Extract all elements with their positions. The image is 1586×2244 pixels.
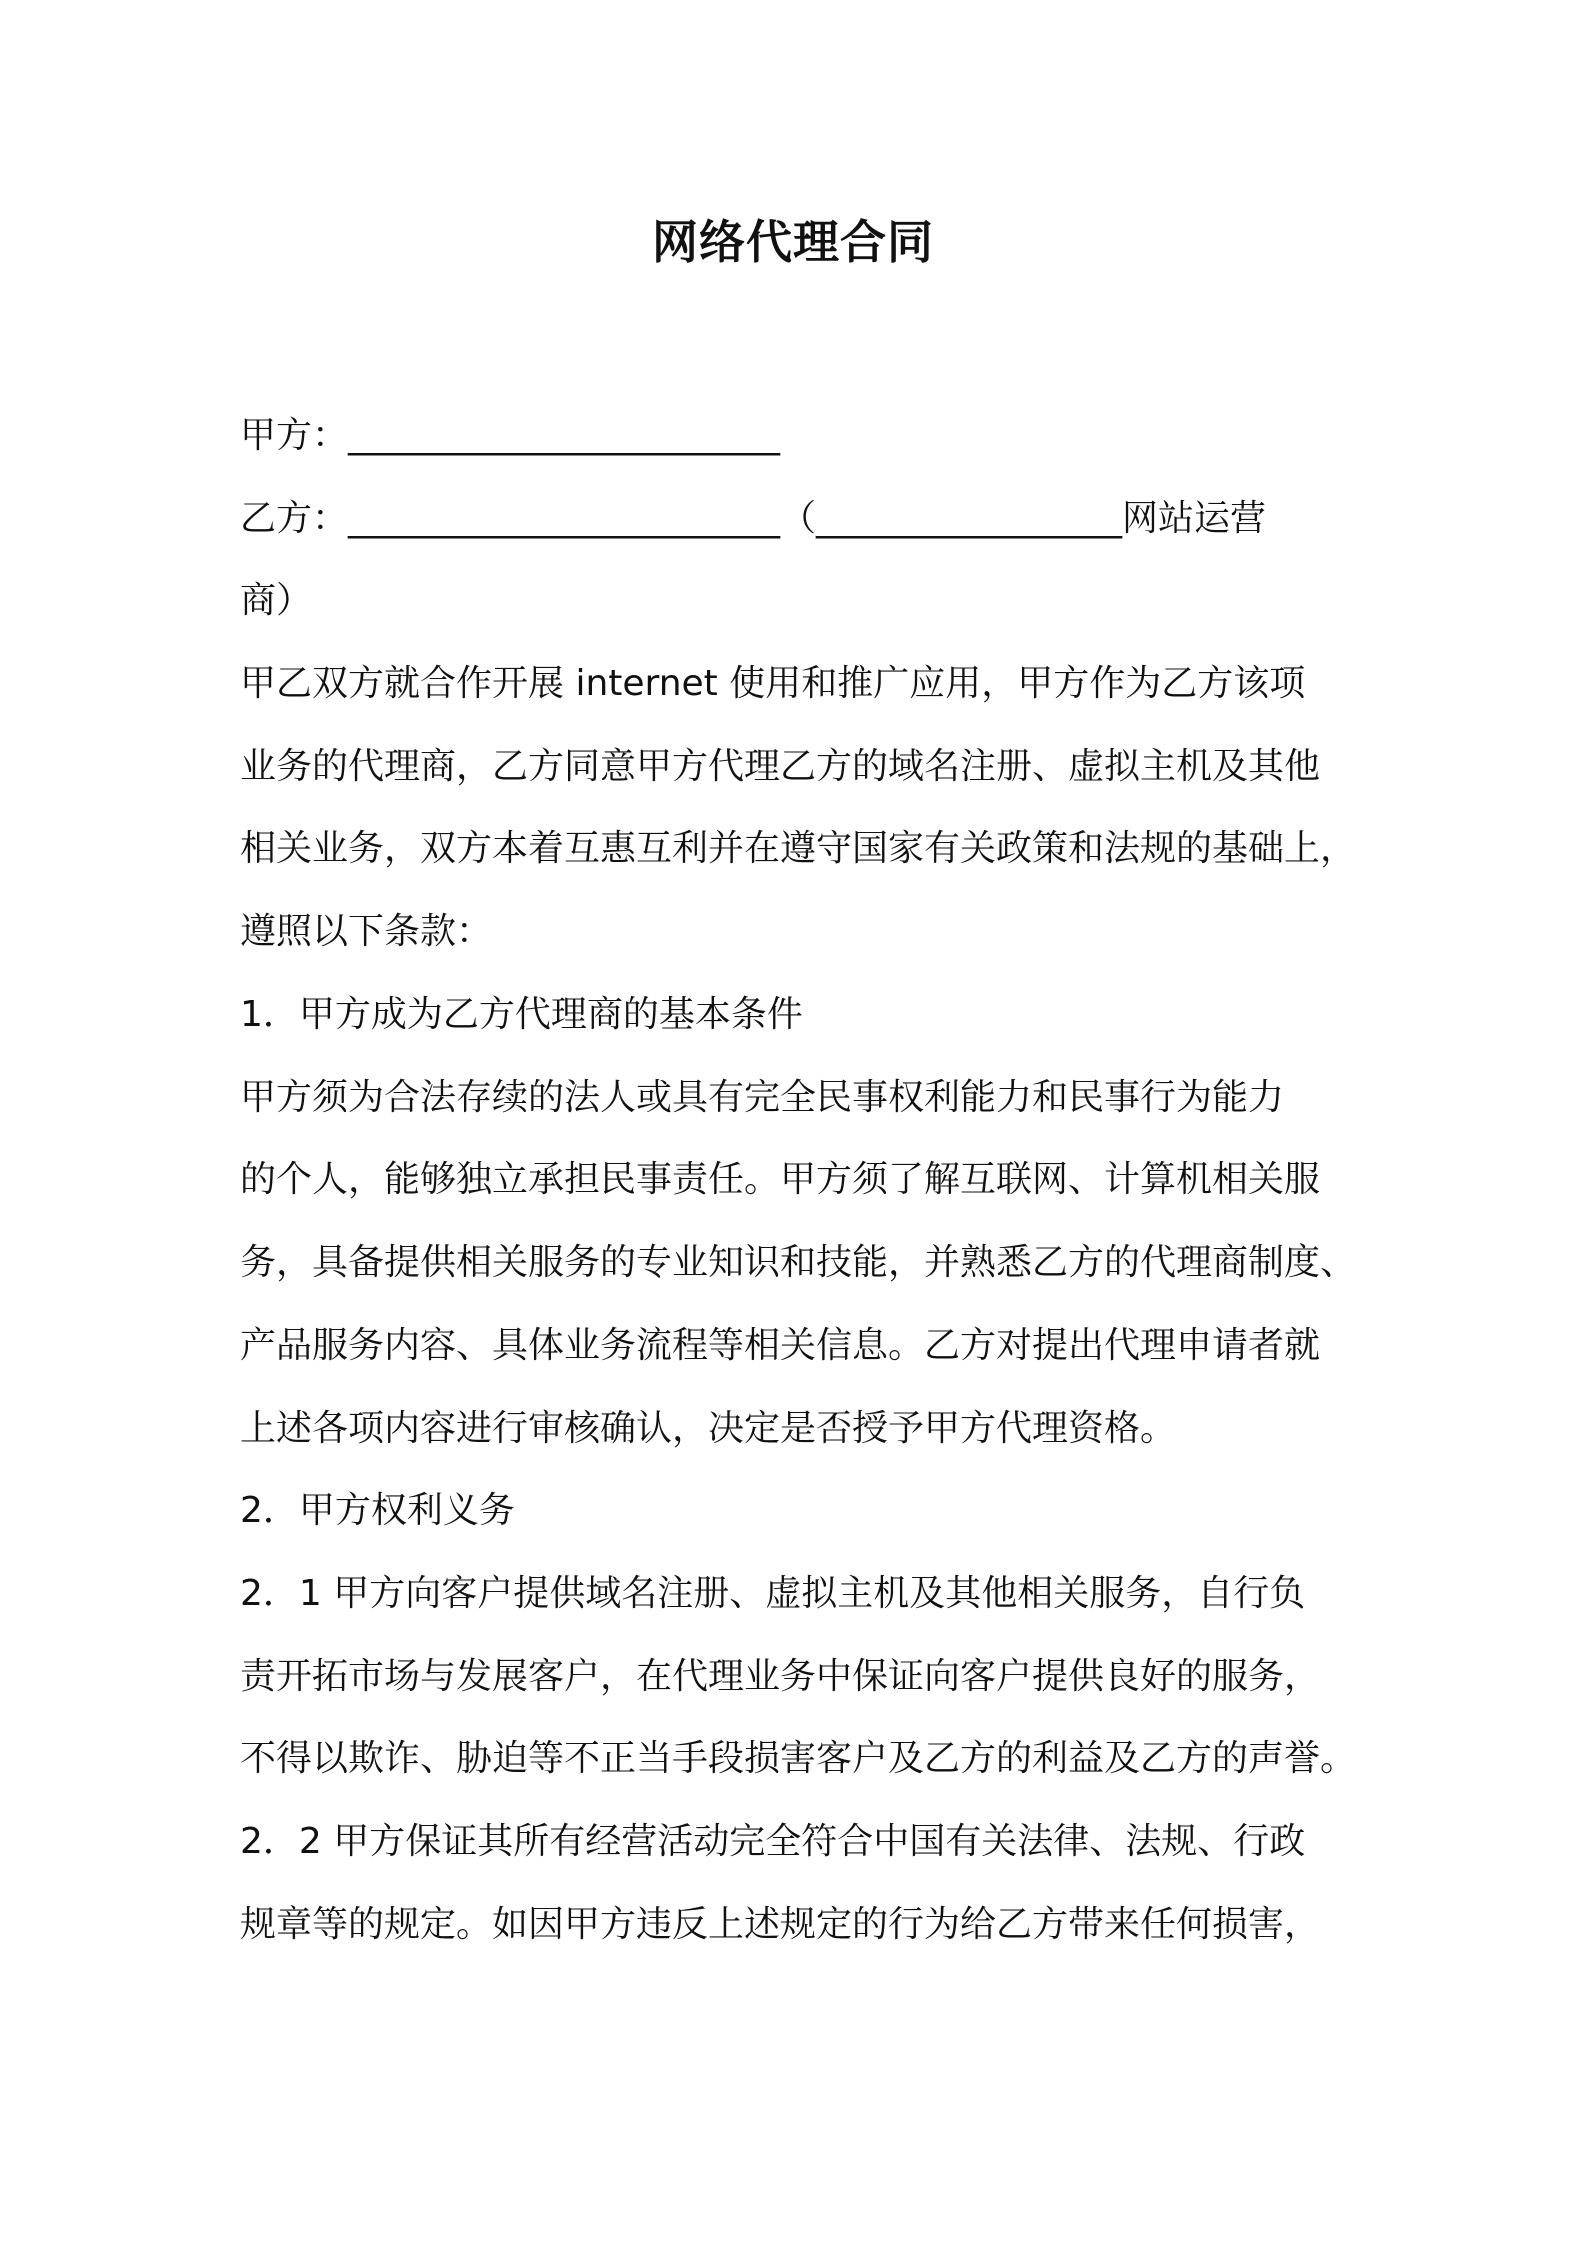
party-b-line-continued: 商） <box>240 580 313 621</box>
party-b-line: 乙方：________________________（_________________网站运营 <box>240 498 1267 539</box>
party-a-line: 甲方：________________________ <box>240 415 781 456</box>
section-1-line-2: 的个人，能够独立承担民事责任。甲方须了解互联网、计算机相关服 <box>240 1159 1321 1200</box>
section-1-heading: 1．甲方成为乙方代理商的基本条件 <box>240 994 803 1035</box>
preamble-line-4: 遵照以下条款： <box>240 911 493 952</box>
preamble-line-2: 业务的代理商，乙方同意甲方代理乙方的域名注册、虚拟主机及其他 <box>240 746 1321 787</box>
section-1-line-5: 上述各项内容进行审核确认，决定是否授予甲方代理资格。 <box>240 1408 1177 1449</box>
section-1-line-4: 产品服务内容、具体业务流程等相关信息。乙方对提出代理申请者就 <box>240 1325 1321 1366</box>
clause-2-1-line-1: 2．1 甲方向客户提供域名注册、虚拟主机及其他相关服务，自行负 <box>240 1573 1306 1614</box>
section-2-heading: 2．甲方权利义务 <box>240 1490 515 1531</box>
section-1-line-3: 务，具备提供相关服务的专业知识和技能，并熟悉乙方的代理商制度、 <box>240 1242 1357 1283</box>
preamble-line-3: 相关业务，双方本着互惠互利并在遵守国家有关政策和法规的基础上， <box>240 828 1357 869</box>
clause-2-1-line-3: 不得以欺诈、胁迫等不正当手段损害客户及乙方的利益及乙方的声誉。 <box>240 1738 1357 1779</box>
preamble-line-1: 甲乙双方就合作开展 internet 使用和推广应用，甲方作为乙方该项 <box>240 663 1306 704</box>
document-title: 网络代理合同 <box>652 215 934 269</box>
clause-2-2-line-1: 2．2 甲方保证其所有经营活动完全符合中国有关法律、法规、行政 <box>240 1821 1306 1862</box>
section-1-line-1: 甲方须为合法存续的法人或具有完全民事权利能力和民事行为能力 <box>240 1077 1285 1118</box>
clause-2-1-line-2: 责开拓市场与发展客户，在代理业务中保证向客户提供良好的服务， <box>240 1656 1321 1697</box>
clause-2-2-line-2: 规章等的规定。如因甲方违反上述规定的行为给乙方带来任何损害， <box>240 1904 1321 1945</box>
